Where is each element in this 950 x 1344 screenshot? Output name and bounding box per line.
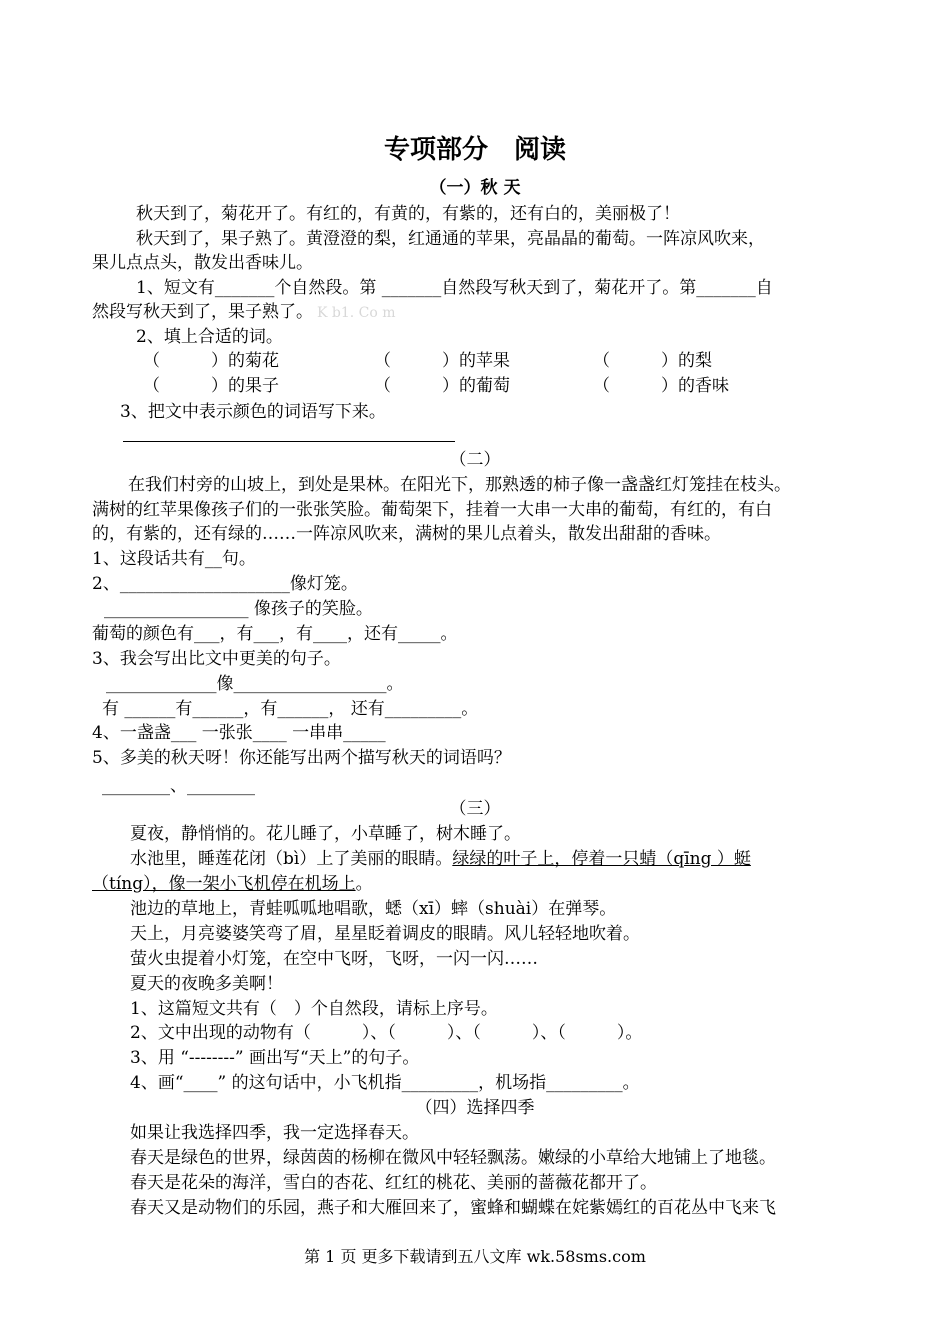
s2-question-2b: _________________ 像孩子的笑脸。 <box>104 599 373 619</box>
s2-question-2a: 2、____________________像灯笼。 <box>92 574 358 594</box>
s1-paragraph-2a: 秋天到了，果子熟了。黄澄澄的梨，红通通的苹果，亮晶晶的葡萄。一阵凉风吹来， <box>136 229 765 249</box>
s1-fill-3: （ ）的梨 <box>593 351 712 371</box>
section-3-heading: （三） <box>449 799 501 819</box>
s4-paragraph-3: 春天是花朵的海洋，雪白的杏花、红红的桃花、美丽的蔷薇花都开了。 <box>130 1173 657 1193</box>
s4-paragraph-2: 春天是绿色的世界，绿茵茵的杨柳在微风中轻轻飘荡。嫩绿的小草给大地铺上了地毯。 <box>130 1148 776 1168</box>
s3-paragraph-2a-text: 水池里，睡莲花闭（bì）上了美丽的眼睛。 <box>130 849 453 869</box>
section-2-heading: （二） <box>449 450 501 470</box>
s4-paragraph-1: 如果让我选择四季，我一定选择春天。 <box>130 1123 419 1143</box>
s3-paragraph-6: 夏天的夜晚多美啊！ <box>130 974 283 994</box>
s2-paragraph-2: 满树的红苹果像孩子们的一张张笑脸。葡萄架下，挂着一大串一大串的葡萄，有红的，有白 <box>92 500 772 520</box>
s1-question-1b <box>92 301 396 324</box>
s3-paragraph-1: 夏夜，静悄悄的。花儿睡了，小草睡了，树木睡了。 <box>130 824 521 844</box>
s3-period: 。 <box>355 874 373 894</box>
s3-question-1: 1、这篇短文共有（ ）个自然段，请标上序号。 <box>130 999 498 1019</box>
s2-question-3a: _____________像__________________。 <box>106 674 404 694</box>
s1-paragraph-2b: 果儿点点头，散发出香味儿。 <box>92 253 313 273</box>
s1-question-1b-text: 然段写秋天到了，果子熟了。 <box>92 302 313 322</box>
s2-question-3b: 有 ______有______，有______， 还有_________。 <box>102 699 479 719</box>
s2-question-4: 4、一盏盏___ 一张张____ 一串串_____ <box>92 723 386 743</box>
s2-question-1: 1、这段话共有__句。 <box>92 549 256 569</box>
s2-question-3: 3、我会写出比文中更美的句子。 <box>92 649 341 669</box>
s1-fill-6: （ ）的香味 <box>593 376 729 396</box>
s1-fill-5: （ ）的葡萄 <box>374 376 510 396</box>
watermark-text: K b1. Co m <box>317 305 396 321</box>
s3-underlined-sentence: 绿绿的叶子上，停着一只蜻（qīng ）蜓 <box>452 849 751 869</box>
s2-question-5a: ________、________ <box>102 776 255 796</box>
s1-fill-2: （ ）的苹果 <box>374 351 510 371</box>
s3-paragraph-5: 萤火虫提着小灯笼，在空中飞呀，飞呀，一闪一闪…… <box>130 949 538 969</box>
s3-question-3: 3、用 “--------” 画出写“天上”的句子。 <box>130 1048 420 1068</box>
s3-paragraph-2b <box>92 873 373 895</box>
page-title: 专项部分 阅读 <box>383 135 566 165</box>
s3-paragraph-2a <box>130 848 751 870</box>
s1-question-3: 3、把文中表示颜色的词语写下来。 <box>120 402 386 422</box>
s3-underlined-sentence-end: （tíng），像一架小飞机停在机场上 <box>92 874 356 894</box>
s4-paragraph-4: 春天又是动物们的乐园，燕子和大雁回来了，蜜蜂和蝴蝶在姹紫嫣红的百花丛中飞来飞 <box>130 1198 776 1218</box>
answer-line <box>123 441 455 442</box>
s3-paragraph-4: 天上，月亮婆婆笑弯了眉，星星眨着调皮的眼睛。风儿轻轻地吹着。 <box>130 924 640 944</box>
s2-question-5: 5、多美的秋天呀！你还能写出两个描写秋天的词语吗？ <box>92 748 511 768</box>
s2-paragraph-3: 的，有紫的，还有绿的……一阵凉风吹来，满树的果儿点着头，散发出甜甜的香味。 <box>92 524 721 544</box>
s1-fill-4: （ ）的果子 <box>143 376 279 396</box>
s1-question-1a: 1、短文有_______个自然段。第 _______自然段写秋天到了，菊花开了。第_______自 <box>136 278 773 298</box>
s3-question-2: 2、文中出现的动物有（ ）、（ ）、（ ）、（ ）。 <box>130 1023 643 1043</box>
s2-paragraph-1: 在我们村旁的山坡上，到处是果林。在阳光下，那熟透的柿子像一盏盏红灯笼挂在枝头。 <box>128 475 791 495</box>
page-footer: 第 1 页 更多下载请到五八文库 wk.58sms.com <box>304 1247 646 1266</box>
s3-paragraph-3: 池边的草地上，青蛙呱呱地唱歌，蟋（xī）蟀（shuài）在弹琴。 <box>130 899 617 919</box>
section-1-heading: （一）秋 天 <box>429 178 521 198</box>
s2-question-2c: 葡萄的颜色有___，有___，有____，还有_____。 <box>92 624 458 644</box>
s1-paragraph-1: 秋天到了，菊花开了。有红的，有黄的，有紫的，还有白的，美丽极了！ <box>136 204 680 224</box>
section-4-heading: （四）选择四季 <box>415 1098 535 1118</box>
s1-question-2: 2、填上合适的词。 <box>136 327 283 347</box>
s1-fill-1: （ ）的菊花 <box>143 351 279 371</box>
s3-question-4: 4、画“____” 的这句话中，小飞机指_________，机场指_________。 <box>130 1073 640 1093</box>
